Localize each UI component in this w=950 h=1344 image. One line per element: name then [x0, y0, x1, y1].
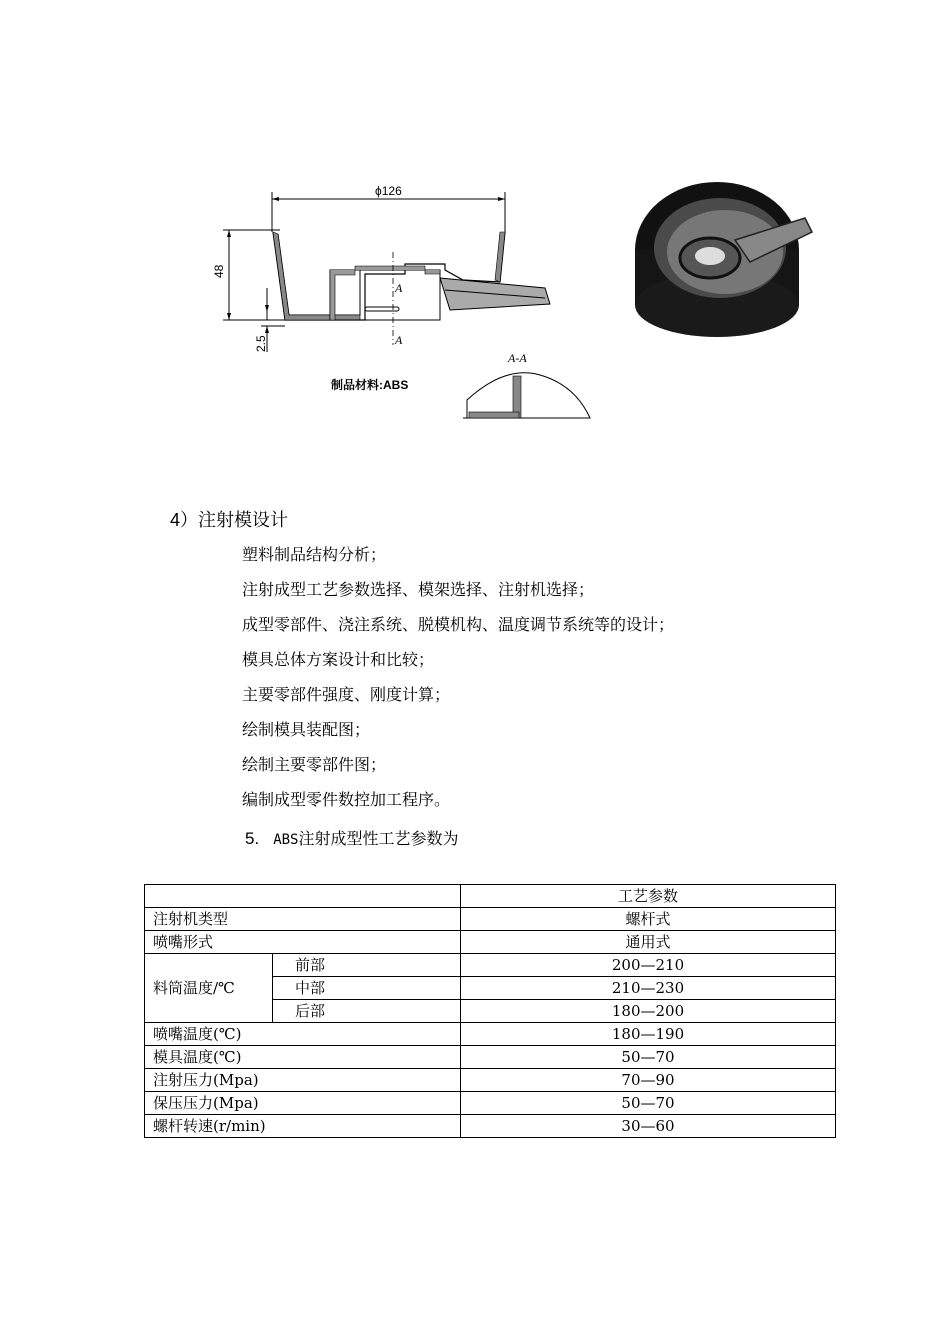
part-drawing-figure: [205, 170, 825, 430]
row-value: 180—190: [461, 1023, 836, 1046]
section-mark-bottom: A: [395, 333, 403, 347]
table-row: [145, 954, 836, 977]
row-value: 30—60: [461, 1115, 836, 1138]
header-empty-cell: [145, 885, 461, 908]
height-dimension-label: 48: [212, 264, 226, 278]
abs-section-title: 注射成型性工艺参数为: [298, 829, 459, 848]
row-label: 螺杆转速(r/min): [145, 1115, 461, 1138]
process-parameter-table: [144, 884, 836, 1138]
diameter-dimension-label: ϕ126: [375, 184, 402, 198]
row-value: 210—230: [461, 977, 836, 1000]
section-title: 注射模设计: [198, 510, 289, 531]
abs-word: ABS: [273, 832, 299, 848]
section-heading: [170, 506, 288, 532]
design-item-6: 绘制模具装配图；: [242, 720, 371, 739]
row-value: 180—200: [461, 1000, 836, 1023]
table-header-row: [145, 885, 836, 908]
row-value: 50—70: [461, 1092, 836, 1115]
design-item-1: 塑料制品结构分析；: [242, 545, 387, 564]
row-label: 注射机类型: [145, 908, 461, 931]
row-label: 保压压力(Mpa): [145, 1092, 461, 1115]
design-item-3: 成型零部件、浇注系统、脱模机构、温度调节系统等的设计；: [242, 615, 675, 634]
row-sublabel: 中部: [273, 977, 461, 1000]
design-item-4: 模具总体方案设计和比较；: [242, 650, 435, 669]
row-value: 50—70: [461, 1046, 836, 1069]
row-value: 通用式: [461, 931, 836, 954]
row-label: 喷嘴温度(℃): [145, 1023, 461, 1046]
table-row: [145, 1115, 836, 1138]
section-number: 4）: [170, 510, 199, 530]
part-photo: [635, 182, 812, 337]
row-label: 注射压力(Mpa): [145, 1069, 461, 1092]
design-item-2: 注射成型工艺参数选择、模架选择、注射机选择；: [242, 580, 595, 599]
table-row: [145, 908, 836, 931]
row-sublabel: 后部: [273, 1000, 461, 1023]
table-row: [145, 1092, 836, 1115]
base-dimension-label: 2.5: [254, 335, 268, 352]
abs-parameters-heading: [245, 826, 459, 849]
section-mark-top: A: [395, 281, 403, 295]
row-value: 200—210: [461, 954, 836, 977]
section-view-label: A-A: [508, 351, 527, 365]
material-label: 制品材料:ABS: [331, 378, 409, 392]
table-row: [145, 931, 836, 954]
table-row: [145, 1023, 836, 1046]
row-value: 螺杆式: [461, 908, 836, 931]
row-label: 喷嘴形式: [145, 931, 461, 954]
row-value: 70—90: [461, 1069, 836, 1092]
row-label: 模具温度(℃): [145, 1046, 461, 1069]
header-value-cell: 工艺参数: [461, 885, 836, 908]
table-row: [145, 1046, 836, 1069]
abs-section-number: 5.: [245, 829, 260, 848]
table-row: [145, 1069, 836, 1092]
row-sublabel: 前部: [273, 954, 461, 977]
barrel-temp-label: 料筒温度/℃: [145, 954, 273, 1023]
design-item-7: 绘制主要零部件图；: [242, 755, 387, 774]
design-item-8: 编制成型零件数控加工程序。: [242, 790, 451, 809]
design-item-5: 主要零部件强度、刚度计算；: [242, 685, 451, 704]
